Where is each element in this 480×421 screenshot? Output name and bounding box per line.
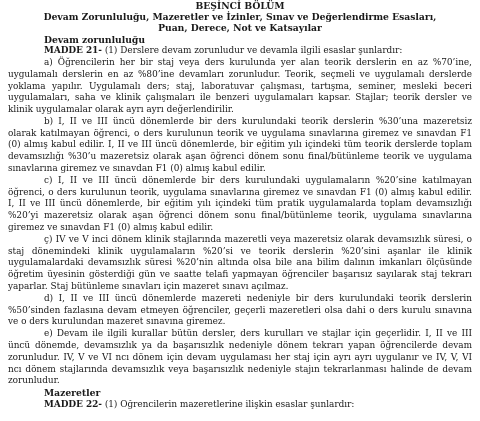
chapter-title-line2: Puan, Derece, Not ve Katsayılar bbox=[158, 23, 322, 35]
article-21-label: MADDE 21- bbox=[44, 46, 102, 57]
article-22-label: MADDE 22- bbox=[44, 399, 102, 410]
section-heading-excuses: Mazeretler bbox=[44, 388, 101, 400]
paragraph-b: b) I, II ve III üncü dönemlerde bir ders kurulundaki teorik derslerin %30’una mazeretsiz olarak katılmayan öğrenci, o ders kurulunun teorik ve uygulama sınavlarına giremez ve sınavdan F1 (0) almış kabul edilir. I, II ve III üncü dönemlerde, bir eğitim yılı içindeki tüm teorik derslerde toplam devamsızlığı %30’u mazeretsiz olarak aşan öğrenci dönem sonu final/bütünleme teorik ve uygulama sınavlarına giremez ve sınavdan F1 (0) almış kabul edilir. bbox=[8, 116, 472, 175]
paragraph-d: d) I, II ve III üncü dönemlerde mazereti nedeniyle bir ders kurulundaki teorik derslerin %50’sinden fazlasına devam etmeyen öğrenciler, geçerli mazeretleri olsa dahi o ders kurulu sınavına ve o ders kurulundan mazeret sınavına giremez. bbox=[8, 293, 472, 328]
article-21-intro-text: (1) Derslere devam zorunludur ve devamla ilgili esaslar şunlardır: bbox=[102, 46, 403, 57]
paragraph-e: e) Devam ile ilgili kurallar bütün dersler, ders kurulları ve stajlar için geçerlidir. I, II ve III üncü dönemde, devamsızlık ya da başarısızlık nedeniyle dönem tekrarı yapan öğrencilerde devam zorunludur. IV, V ve VI ncı dönem için devam uygulaması her staj için ayrı ayrı uygulanır ve IV, V, VI ncı dönem stajlarında devamsızlık veya başarısızlık nedeniyle stajın tekrarlanması halinde de devam zorunludur. bbox=[8, 329, 472, 387]
paragraph-a: a) Öğrencilerin her bir staj veya ders kurulunda yer alan teorik derslerin en az %70’ine, uygulamalı derslerin en az %80’ine devamları zorunludur. Teorik, seçmeli ve uygulamalı derslerde yoklama yapılır. Uygulamalı ders; staj, laboratuvar çalışması, tartışma, seminer, mesleki beceri uygulamaları, saha ve klinik çalışmaları ile benzeri uygulamaları kapsar. Stajlar; teorik dersler ve klinik uygulamalar olarak ayrı ayrı değerlendirilir. bbox=[8, 57, 472, 116]
article-21-intro bbox=[8, 46, 472, 58]
chapter-number: BEŞİNCİ BÖLÜM bbox=[195, 1, 285, 12]
article-22-intro-text: (1) Öğrencilerin mazeretlerine ilişkin esaslar şunlardır: bbox=[102, 399, 355, 410]
article-22-intro bbox=[8, 400, 472, 412]
section-heading-attendance: Devam zorunluluğu bbox=[44, 34, 146, 46]
paragraph-c-cedilla: ç) IV ve V inci dönem klinik stajlarında mazeretli veya mazeretsiz olarak devamsızlık süresi, o staj dönemindeki klinik uygulamaların %20’si ve teorik derslerin %20’sini aşanlar ile klinik uygulamalardaki devamsızlık süresi %20’nin altında olsa bile ana bilim dalının imkanları ölçüsünde öğretim üyesinin gösterdiği gün ve saatte telafi yapmayan öğrenciler başarısız sayılarak staj tekrarı yaparlar. Staj bütünleme sınavları için mazeret sınavı açılmaz. bbox=[8, 234, 472, 293]
chapter-title-line1: Devam Zorunluluğu, Mazeretler ve İzinler, Sınav ve Değerlendirme Esasları, bbox=[43, 12, 437, 24]
paragraph-c: c) I, II ve III üncü dönemlerde bir ders kurulundaki uygulamaların %20’sine katılmayan öğrenci, o ders kurulunun teorik, uygulama sınavlarına giremez ve sınavdan F1 (0) almış kabul edilir. I, II ve III üncü dönemlerde, bir eğitim yılı içindeki tüm pratik uygulamalarda toplam devamsızlığı %20’yi mazeretsiz olarak aşan öğrenci dönem sonu final/bütünleme teorik, uygulama sınavlarına giremez ve sınavdan F1 (0) almış kabul edilir. bbox=[8, 175, 472, 234]
